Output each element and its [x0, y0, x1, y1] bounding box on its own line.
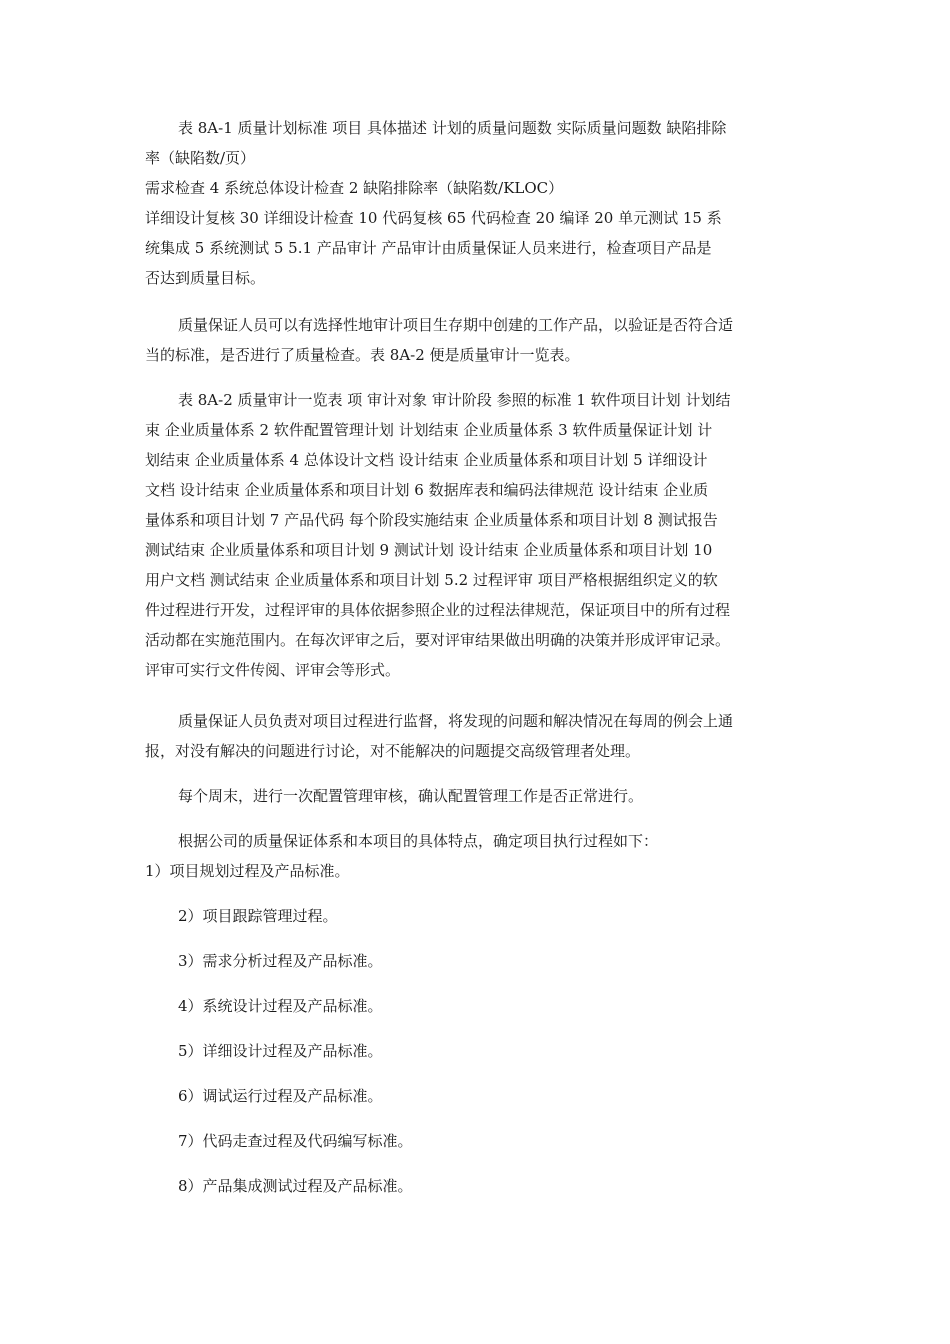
text-line: 报，对没有解决的问题进行讨论，对不能解决的问题提交高级管理者处理。: [145, 742, 641, 760]
text-line: 文档 设计结束 企业质量体系和项目计划 6 数据库表和编码法律规范 设计结束 企业质: [145, 481, 709, 499]
text-line: 否达到质量目标。: [145, 269, 266, 287]
paragraph-table-8a1: [145, 113, 815, 293]
text-line: 件过程进行开发，过程评审的具体依据参照企业的过程法律规范，保证项目中的所有过程: [145, 601, 731, 619]
list-item-text: 8）产品集成测试过程及产品标准。: [178, 1177, 413, 1195]
list-item-text: 4）系统设计过程及产品标准。: [178, 997, 383, 1015]
text-line: 需求检查 4 系统总体设计检查 2 缺陷排除率（缺陷数/KLOC）: [145, 179, 564, 197]
text-line: 根据公司的质量保证体系和本项目的具体特点，确定项目执行过程如下：: [178, 832, 659, 850]
list-item-text: 2）项目跟踪管理过程。: [178, 907, 338, 925]
paragraph-table-8a2: [145, 385, 815, 685]
text-line: 活动都在实施范围内。在每次评审之后，要对评审结果做出明确的决策并形成评审记录。: [145, 631, 731, 649]
list-item: [145, 1036, 815, 1066]
text-line: 质量保证人员可以有选择性地审计项目生存期中创建的工作产品，以验证是否符合适: [178, 316, 734, 334]
list-item: [145, 1081, 815, 1111]
text-line: 详细设计复核 30 详细设计检查 10 代码复核 65 代码检查 20 编译 20 单元测试 15 系: [145, 209, 722, 227]
list-item: [145, 1126, 815, 1156]
text-line: 划结束 企业质量体系 4 总体设计文档 设计结束 企业质量体系和项目计划 5 详细设计: [145, 451, 708, 469]
list-item: 1）项目规划过程及产品标准。: [145, 862, 350, 880]
paragraph-process-intro: [145, 826, 815, 886]
text-line: 测试结束 企业质量体系和项目计划 9 测试计划 设计结束 企业质量体系和项目计划 10: [145, 541, 713, 559]
text-line: 表 8A-1 质量计划标准 项目 具体描述 计划的质量问题数 实际质量问题数 缺陷排除: [178, 119, 727, 137]
list-item: [145, 946, 815, 976]
text-line: 量体系和项目计划 7 产品代码 每个阶段实施结束 企业质量体系和项目计划 8 测试报告: [145, 511, 718, 529]
text-line: 质量保证人员负责对项目过程进行监督，将发现的问题和解决情况在每周的例会上通: [178, 712, 734, 730]
list-item: [145, 901, 815, 931]
list-item-text: 6）调试运行过程及产品标准。: [178, 1087, 383, 1105]
text-line: 率（缺陷数/页）: [145, 149, 256, 167]
paragraph-audit-intro: [145, 310, 815, 370]
list-item-text: 5）详细设计过程及产品标准。: [178, 1042, 383, 1060]
text-line: 表 8A-2 质量审计一览表 项 审计对象 审计阶段 参照的标准 1 软件项目计划 计划结: [178, 391, 731, 409]
list-item-text: 3）需求分析过程及产品标准。: [178, 952, 383, 970]
text-line: 当的标准，是否进行了质量检查。表 8A-2 便是质量审计一览表。: [145, 346, 580, 364]
text-line: 统集成 5 系统测试 5 5.1 产品审计 产品审计由质量保证人员来进行，检查项目产品是: [145, 239, 712, 257]
paragraph-weekly: [145, 781, 815, 811]
list-item: [145, 1171, 815, 1201]
list-item-text: 7）代码走查过程及代码编写标准。: [178, 1132, 413, 1150]
text-line: 每个周末，进行一次配置管理审核，确认配置管理工作是否正常进行。: [178, 787, 644, 805]
text-line: 用户文档 测试结束 企业质量体系和项目计划 5.2 过程评审 项目严格根据组织定义的软: [145, 571, 718, 589]
text-line: 评审可实行文件传阅、评审会等形式。: [145, 661, 401, 679]
paragraph-supervision: [145, 706, 815, 766]
list-item: [145, 991, 815, 1021]
text-line: 束 企业质量体系 2 软件配置管理计划 计划结束 企业质量体系 3 软件质量保证计划 计: [145, 421, 713, 439]
